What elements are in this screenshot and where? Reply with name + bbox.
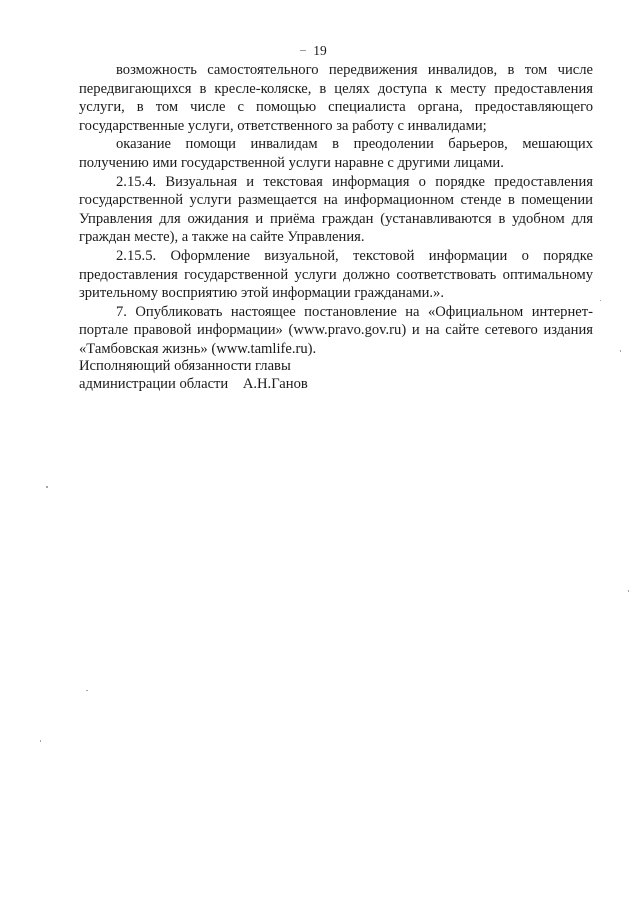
signature-block bbox=[79, 358, 308, 393]
page-number: 19 bbox=[313, 43, 327, 58]
paragraph-publication: 7. Опубликовать настоящее постановление на «Официальном интернет-портале правовой информации» (www.pravo.gov.ru) и на сайте сетевого издания «Тамбовская жизнь» (www.tamlife.ru). bbox=[79, 303, 593, 357]
document-body bbox=[79, 61, 593, 359]
scan-speck bbox=[40, 740, 41, 742]
paragraph-2-15-5: 2.15.5. Оформление визуальной, текстовой информации о порядке предоставления государственной услуги должно соответствовать оптимальному зрительному восприятию этой информации гражданами.». bbox=[79, 247, 593, 302]
paragraph-2-15-4: 2.15.4. Визуальная и текстовая информация о порядке предоставления государственной услуги размещается на информационном стенде в помещении Управления для ожидания и приёма граждан (устанавливаются в удобном для граждан месте), а также на сайте Управления. bbox=[79, 173, 593, 246]
signature-title: Исполняющий обязанности главы bbox=[79, 358, 291, 374]
scan-speck bbox=[46, 486, 48, 488]
scan-speck bbox=[86, 690, 88, 691]
scan-speck bbox=[628, 590, 629, 592]
signature-name: администрации области А.Н.Ганов bbox=[79, 375, 308, 392]
paragraph-assistance: оказание помощи инвалидам в преодолении барьеров, мешающих получению ими государственной услуги наравне с другими лицами. bbox=[79, 136, 593, 171]
scan-speck bbox=[620, 350, 621, 352]
page-number-dash: – bbox=[300, 42, 306, 56]
paragraph-mobility: возможность самостоятельного передвижения инвалидов, в том числе передвигающихся в кресле-коляске, в целях доступа к месту предоставления услуги, в том числе с помощью специалиста органа, предоставляющего государственные услуги, ответственного за работу с инвалидами; bbox=[79, 62, 593, 134]
scan-speck bbox=[600, 300, 601, 301]
